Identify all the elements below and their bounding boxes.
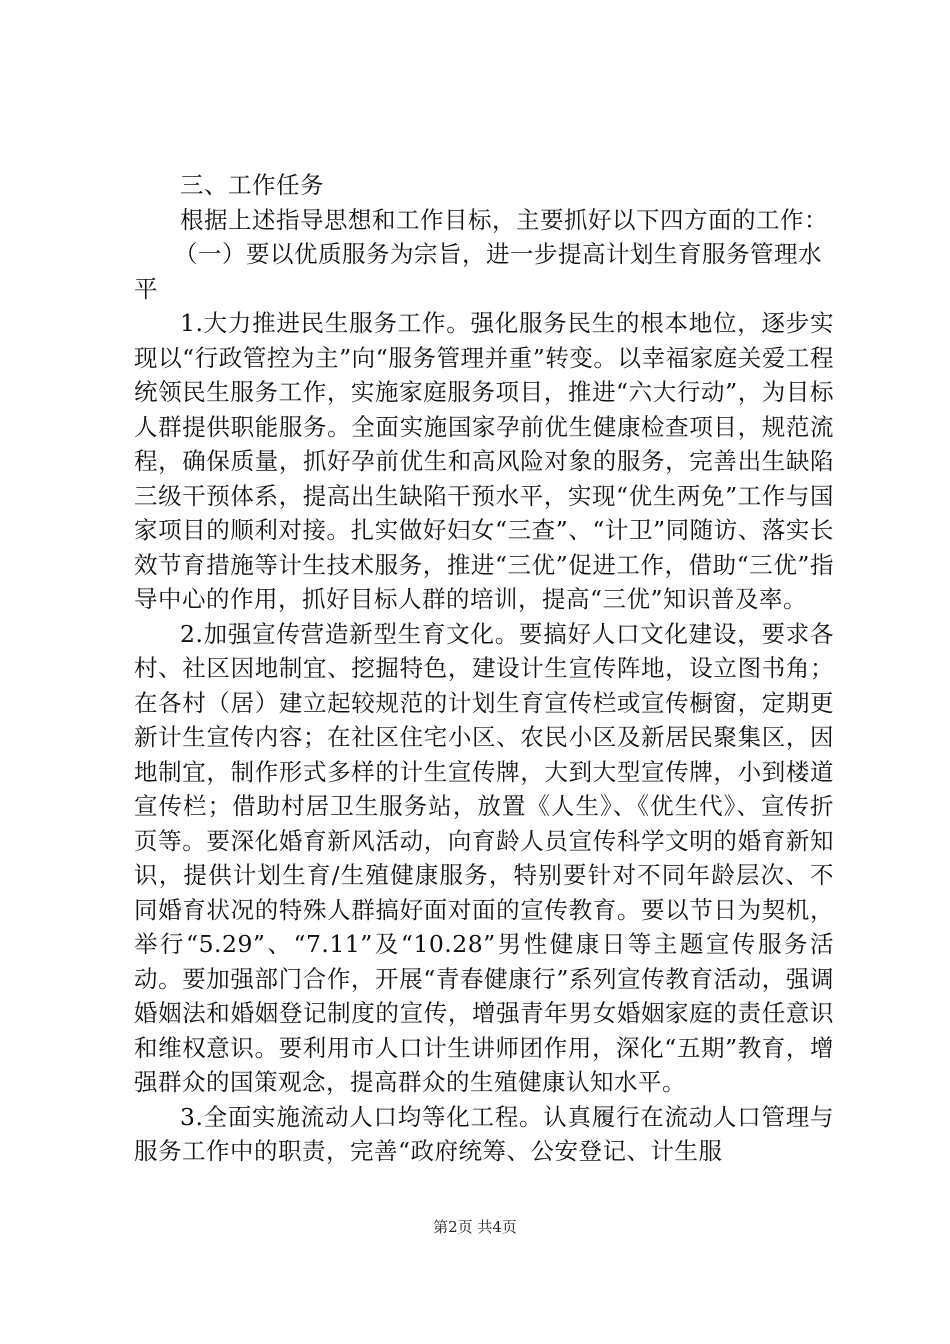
document-body [134,168,834,1169]
section-heading: 三、工作任务 [180,171,324,199]
page-number-footer: 第2页 共4页 [433,1218,517,1236]
task-item-1: 1.大力推进民生服务工作。强化服务民生的根本地位，逐步实现以“行政管控为主”向“服务管理并重”转变。以幸福家庭关爱工程统领民生服务工作，实施家庭服务项目，推进“六大行动”，为目标人群提供职能服务。全面实施国家孕前优生健康检查项目，规范流程，确保质量，抓好孕前优生和高风险对象的服务，完善出生缺陷三级干预体系，提高出生缺陷干预水平，实现“优生两免”工作与国家项目的顺利对接。扎实做好妇女“三查”、“计卫”同随访、落实长效节育措施等计生技术服务，推进“三优”促进工作，借助“三优”指导中心的作用，抓好目标人群的培训，提高“三优”知识普及率。 [134,309,834,613]
task-item-2: 2.加强宣传营造新型生育文化。要搞好人口文化建设，要求各村、社区因地制宜、挖掘特色，建设计生宣传阵地，设立图书角；在各村（居）建立起较规范的计划生育宣传栏或宣传橱窗，定期更新计生宣传内容；在社区住宅小区、农民小区及新居民聚集区，因地制宜，制作形式多样的计生宣传牌，大到大型宣传牌，小到楼道宣传栏；借助村居卫生服务站，放置《人生》、《优生代》、宣传折页等。要深化婚育新风活动，向育龄人员宣传科学文明的婚育新知识，提供计划生育/生殖健康服务，特别要针对不同年龄层次、不同婚育状况的特殊人群搞好面对面的宣传教育。要以节日为契机，举行“5.29”、“7.11”及“10.28”男性健康日等主题宣传服务活动。要加强部门合作，开展“青春健康行”系列宣传教育活动，强调婚姻法和婚姻登记制度的宣传，增强青年男女婚姻家庭的责任意识和维权意识。要利用市人口计生讲师团作用，深化“五期”教育，增强群众的国策观念，提高群众的生殖健康认知水平。 [134,619,834,1096]
subsection-heading: （一）要以优质服务为宗旨，进一步提高计划生育服务管理水平 [134,240,822,303]
task-item-3: 3.全面实施流动人口均等化工程。认真履行在流动人口管理与服务工作中的职责，完善“政府统筹、公安登记、计生服 [134,1102,834,1165]
intro-paragraph: 根据上述指导思想和工作目标，主要抓好以下四方面的工作： [180,205,828,234]
